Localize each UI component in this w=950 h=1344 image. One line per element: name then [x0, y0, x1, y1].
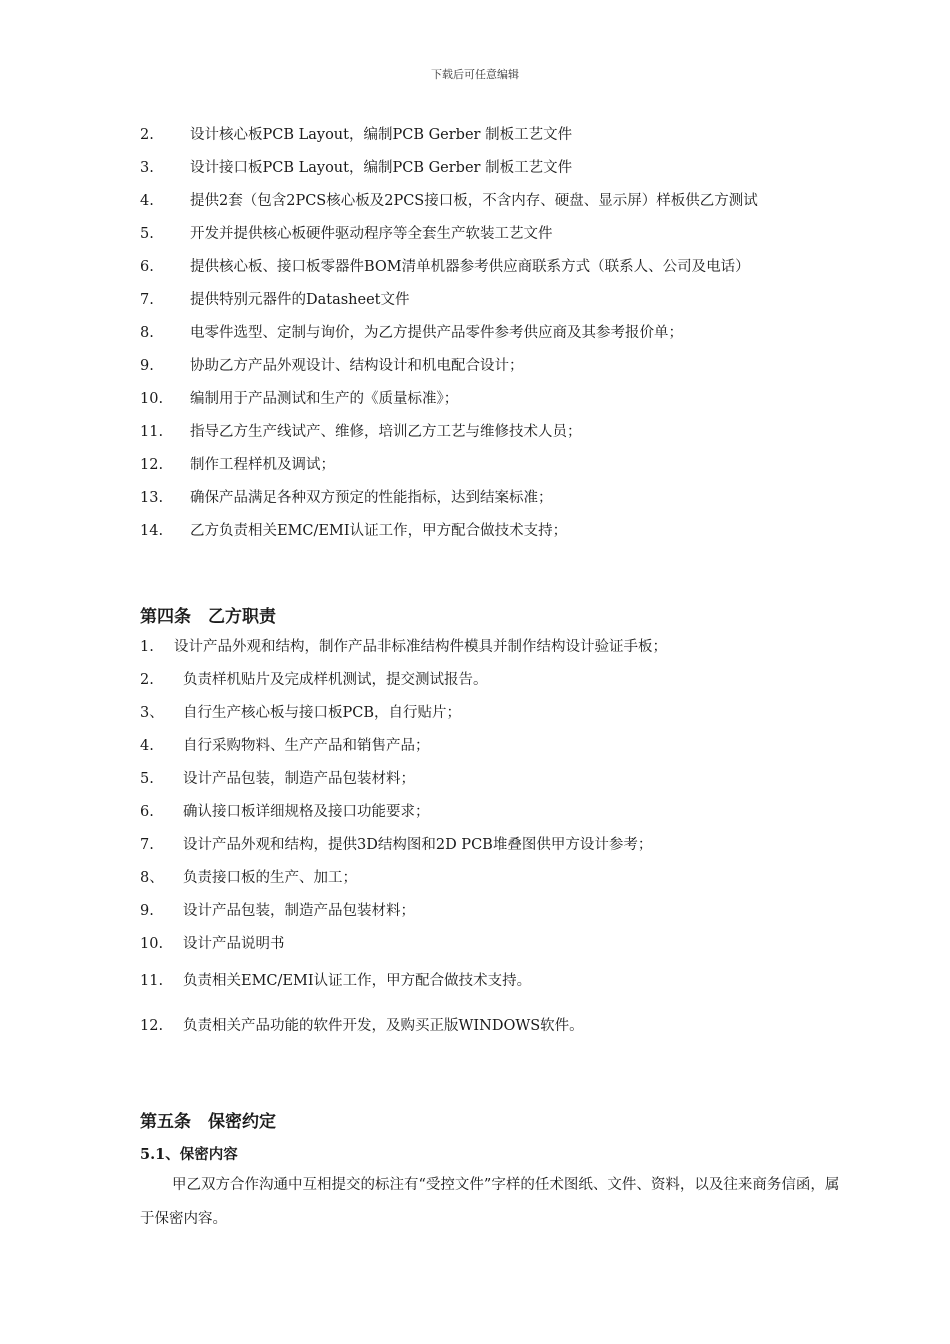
list-item-text: 乙方负责相关EMC/EMI认证工作，甲方配合做技术支持； — [190, 523, 568, 539]
list-item-text: 电零件选型、定制与询价，为乙方提供产品零件参考供应商及其参考报价单； — [190, 325, 683, 341]
section-5-title: 第五条 保密约定 — [140, 1112, 276, 1132]
list-item-number: 12. — [140, 1018, 164, 1034]
list-item-number: 9. — [140, 358, 154, 374]
list-item-number: 13. — [140, 490, 164, 506]
list-item-text: 提供特别元器件的Datasheet文件 — [190, 292, 410, 308]
section-5-1-title: 5.1、保密内容 — [140, 1146, 238, 1163]
list-item-text: 设计接口板PCB Layout，编制PCB Gerber 制板工艺文件 — [190, 160, 573, 176]
list-item-number: 2. — [140, 127, 154, 143]
page-header: 下载后可任意编辑 — [431, 68, 519, 81]
list-item-number: 8、 — [140, 870, 164, 886]
list-item-text: 确认接口板详细规格及接口功能要求； — [183, 804, 430, 820]
list-item-number: 2. — [140, 672, 154, 688]
list-item-text: 自行采购物料、生产产品和销售产品； — [183, 738, 430, 754]
confidentiality-paragraph: 甲乙双方合作沟通中互相提交的标注有“受控文件”字样的任术图纸、文件、资料，以及往来商务信函，属于保密内容。 — [140, 1177, 840, 1227]
list-item-number: 10. — [140, 936, 164, 952]
list-item-number: 14. — [140, 523, 164, 539]
list-item-text: 设计产品外观和结构，制作产品非标准结构件模具并制作结构设计验证手板； — [174, 639, 667, 655]
list-item-text: 设计产品包装，制造产品包装材料； — [183, 771, 415, 787]
list-item-text: 负责相关EMC/EMI认证工作，甲方配合做技术支持。 — [183, 973, 532, 989]
list-item-number: 1. — [140, 639, 154, 655]
list-item-text: 开发并提供核心板硬件驱动程序等全套生产软装工艺文件 — [190, 226, 553, 242]
list-item-number: 6. — [140, 804, 154, 820]
list-item-number: 11. — [140, 973, 164, 989]
list-item-number: 5. — [140, 226, 154, 242]
list-item-text: 指导乙方生产线试产、维修，培训乙方工艺与维修技术人员； — [190, 424, 582, 440]
list-item-text: 协助乙方产品外观设计、结构设计和机电配合设计； — [190, 358, 524, 374]
list-item-text: 制作工程样机及调试； — [190, 457, 335, 473]
list-item-number: 12. — [140, 457, 164, 473]
list-item-number: 4. — [140, 738, 154, 754]
list-item-number: 7. — [140, 292, 154, 308]
list-item-text: 负责相关产品功能的软件开发，及购买正版WINDOWS软件。 — [183, 1018, 584, 1034]
list-item-number: 4. — [140, 193, 154, 209]
list-item-text: 设计核心板PCB Layout，编制PCB Gerber 制板工艺文件 — [190, 127, 573, 143]
list-item-number: 7. — [140, 837, 154, 853]
list-item-text: 编制用于产品测试和生产的《质量标准》； — [190, 391, 459, 407]
list-item-text: 负责接口板的生产、加工； — [183, 870, 357, 886]
list-item-number: 5. — [140, 771, 154, 787]
list-item-number: 3、 — [140, 705, 164, 721]
list-item-text: 确保产品满足各种双方预定的性能指标，达到结案标准； — [190, 490, 553, 506]
list-item-text: 设计产品外观和结构，提供3D结构图和2D PCB堆叠图供甲方设计参考； — [183, 837, 653, 853]
section-4-title: 第四条 乙方职责 — [140, 607, 276, 627]
list-item-number: 11. — [140, 424, 164, 440]
list-item-number: 10. — [140, 391, 164, 407]
list-item-text: 自行生产核心板与接口板PCB，自行贴片； — [183, 705, 462, 721]
list-item-text: 负责样机贴片及完成样机测试，提交测试报告。 — [183, 672, 488, 688]
list-item-text: 提供核心板、接口板零器件BOM清单机器参考供应商联系方式（联系人、公司及电话） — [190, 259, 750, 275]
list-item-text: 提供2套（包含2PCS核心板及2PCS接口板，不含内存、硬盘、显示屏）样板供乙方测试 — [190, 193, 758, 209]
list-item-number: 3. — [140, 160, 154, 176]
list-item-number: 8. — [140, 325, 154, 341]
list-item-number: 9. — [140, 903, 154, 919]
list-item-text: 设计产品说明书 — [183, 936, 285, 952]
list-item-number: 6. — [140, 259, 154, 275]
list-item-text: 设计产品包装，制造产品包装材料； — [183, 903, 415, 919]
